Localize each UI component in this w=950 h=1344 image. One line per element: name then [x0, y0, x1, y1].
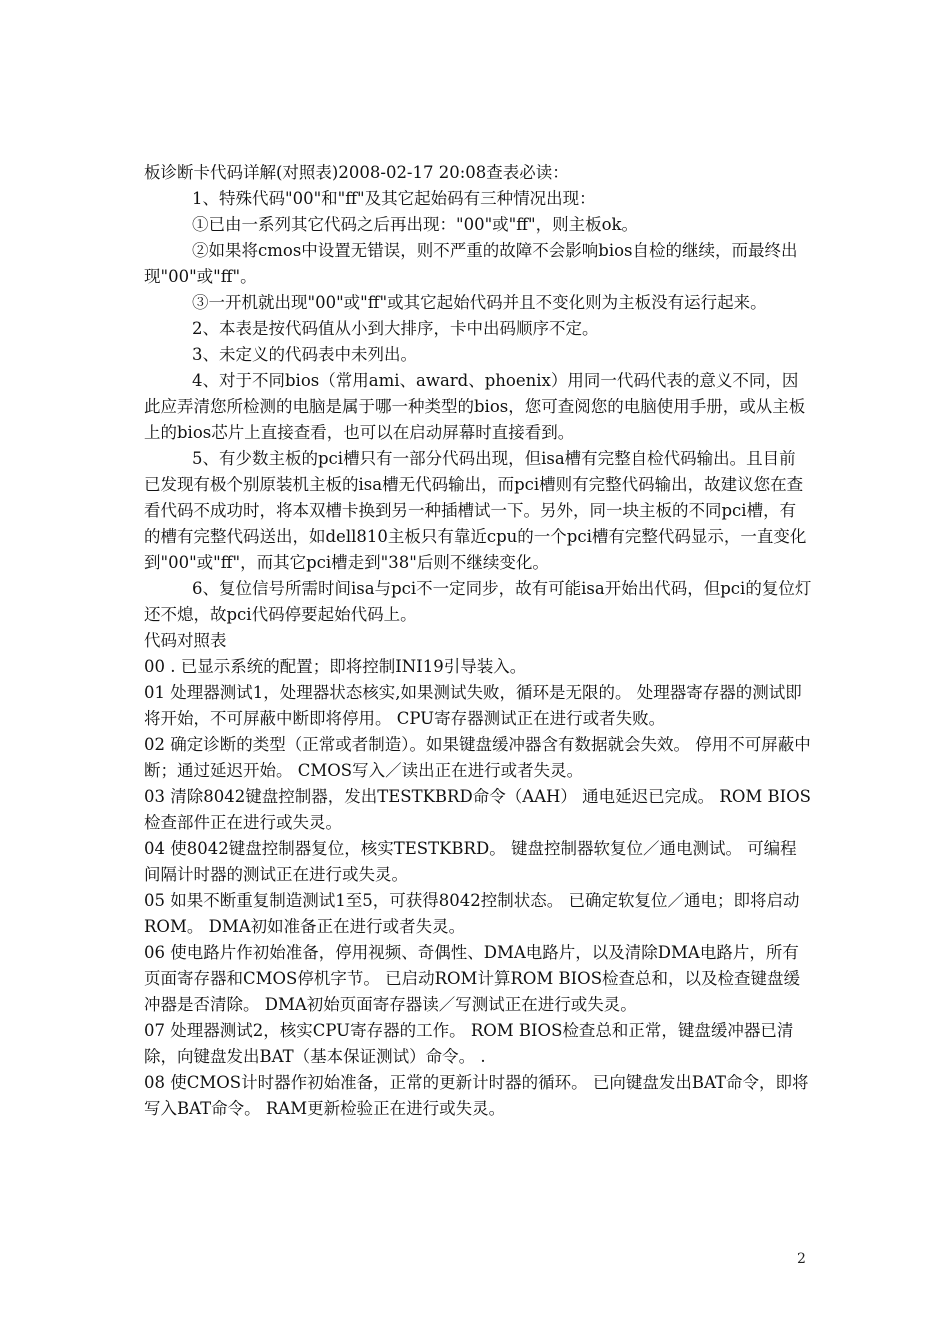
intro-paragraph-7: 4、对于不同bios（常用ami、award、phoenix）用同一代码代表的意义不同，因此应弄清您所检测的电脑是属于哪一种类型的bios，您可查阅您的电脑使用手册，或从主板上的bios芯片上直接查看，也可以在启动屏幕时直接看到。	[144, 371, 806, 442]
intro-paragraph-3: ②如果将cmos中设置无错误，则不严重的故障不会影响bios自检的继续，而最终出现"00"或"ff"。	[144, 241, 798, 286]
code-entry-06: 06 使电路片作初始准备，停用视频、奇偶性、DMA电路片，以及清除DMA电路片，所有页面寄存器和CMOS停机字节。 已启动ROM计算ROM BIOS检查总和，以及检查键盘缓冲器是否清除。 DMA初始页面寄存器读／写测试正在进行或失灵。	[144, 943, 801, 1014]
document-title-line: 板诊断卡代码详解(对照表)2008-02-17 20:08查表必读：	[144, 163, 569, 182]
code-entry-05: 05 如果不断重复制造测试1至5，可获得8042控制状态。 已确定软复位／通电；即将启动ROM。 DMA初如准备正在进行或者失灵。	[144, 891, 800, 936]
page-number: 2	[797, 1251, 806, 1267]
intro-paragraph-2: ①已由一系列其它代码之后再出现："00"或"ff"，则主板ok。	[192, 215, 639, 234]
code-entry-03: 03 清除8042键盘控制器，发出TESTKBRD命令（AAH） 通电延迟已完成。 ROM BIOS检查部件正在进行或失灵。	[144, 787, 811, 832]
intro-paragraph-9: 6、复位信号所需时间isa与pci不一定同步，故有可能isa开始出代码，但pci的复位灯还不熄，故pci代码停要起始代码上。	[144, 579, 812, 624]
intro-paragraph-4: ③一开机就出现"00"或"ff"或其它起始代码并且不变化则为主板没有运行起来。	[192, 293, 767, 312]
intro-paragraph-1: 1、特殊代码"00"和"ff"及其它起始码有三种情况出现：	[192, 189, 596, 208]
code-entry-07: 07 处理器测试2，核实CPU寄存器的工作。 ROM BIOS检查总和正常，键盘缓冲器已清除，向键盘发出BAT（基本保证测试）命令。 .	[144, 1021, 794, 1066]
code-entry-01: 01 处理器测试1，处理器状态核实,如果测试失败，循环是无限的。 处理器寄存器的测试即将开始，不可屏蔽中断即将停用。 CPU寄存器测试正在进行或者失败。	[144, 683, 802, 728]
code-entry-04: 04 使8042键盘控制器复位，核实TESTKBRD。 键盘控制器软复位／通电测试。 可编程间隔计时器的测试正在进行或失灵。	[144, 839, 797, 884]
intro-paragraph-5: 2、本表是按代码值从小到大排序，卡中出码顺序不定。	[192, 319, 599, 338]
code-entry-02: 02 确定诊断的类型（正常或者制造）。如果键盘缓冲器含有数据就会失效。 停用不可屏蔽中断；通过延迟开始。 CMOS写入／读出正在进行或者失灵。	[144, 735, 811, 780]
table-heading: 代码对照表	[144, 631, 227, 650]
intro-paragraph-8: 5、有少数主板的pci槽只有一部分代码出现，但isa槽有完整自检代码输出。且目前已发现有极个别原装机主板的isa槽无代码输出，而pci槽则有完整代码输出，故建议您在查看代码不成功时，将本双槽卡换到另一种插槽试一下。另外，同一块主板的不同pci槽，有的槽有完整代码送出，如dell810主板只有靠近cpu的一个pci槽有完整代码显示，一直变化到"00"或"ff"，而其它pci槽走到"38"后则不继续变化。	[144, 449, 807, 572]
code-entry-08: 08 使CMOS计时器作初始准备，正常的更新计时器的循环。 已向键盘发出BAT命令，即将写入BAT命令。 RAM更新检验正在进行或失灵。	[144, 1073, 809, 1118]
intro-paragraph-6: 3、未定义的代码表中未列出。	[192, 345, 417, 364]
document-body	[144, 160, 812, 1122]
code-entry-00: 00 . 已显示系统的配置；即将控制INI19引导装入。	[144, 657, 527, 676]
